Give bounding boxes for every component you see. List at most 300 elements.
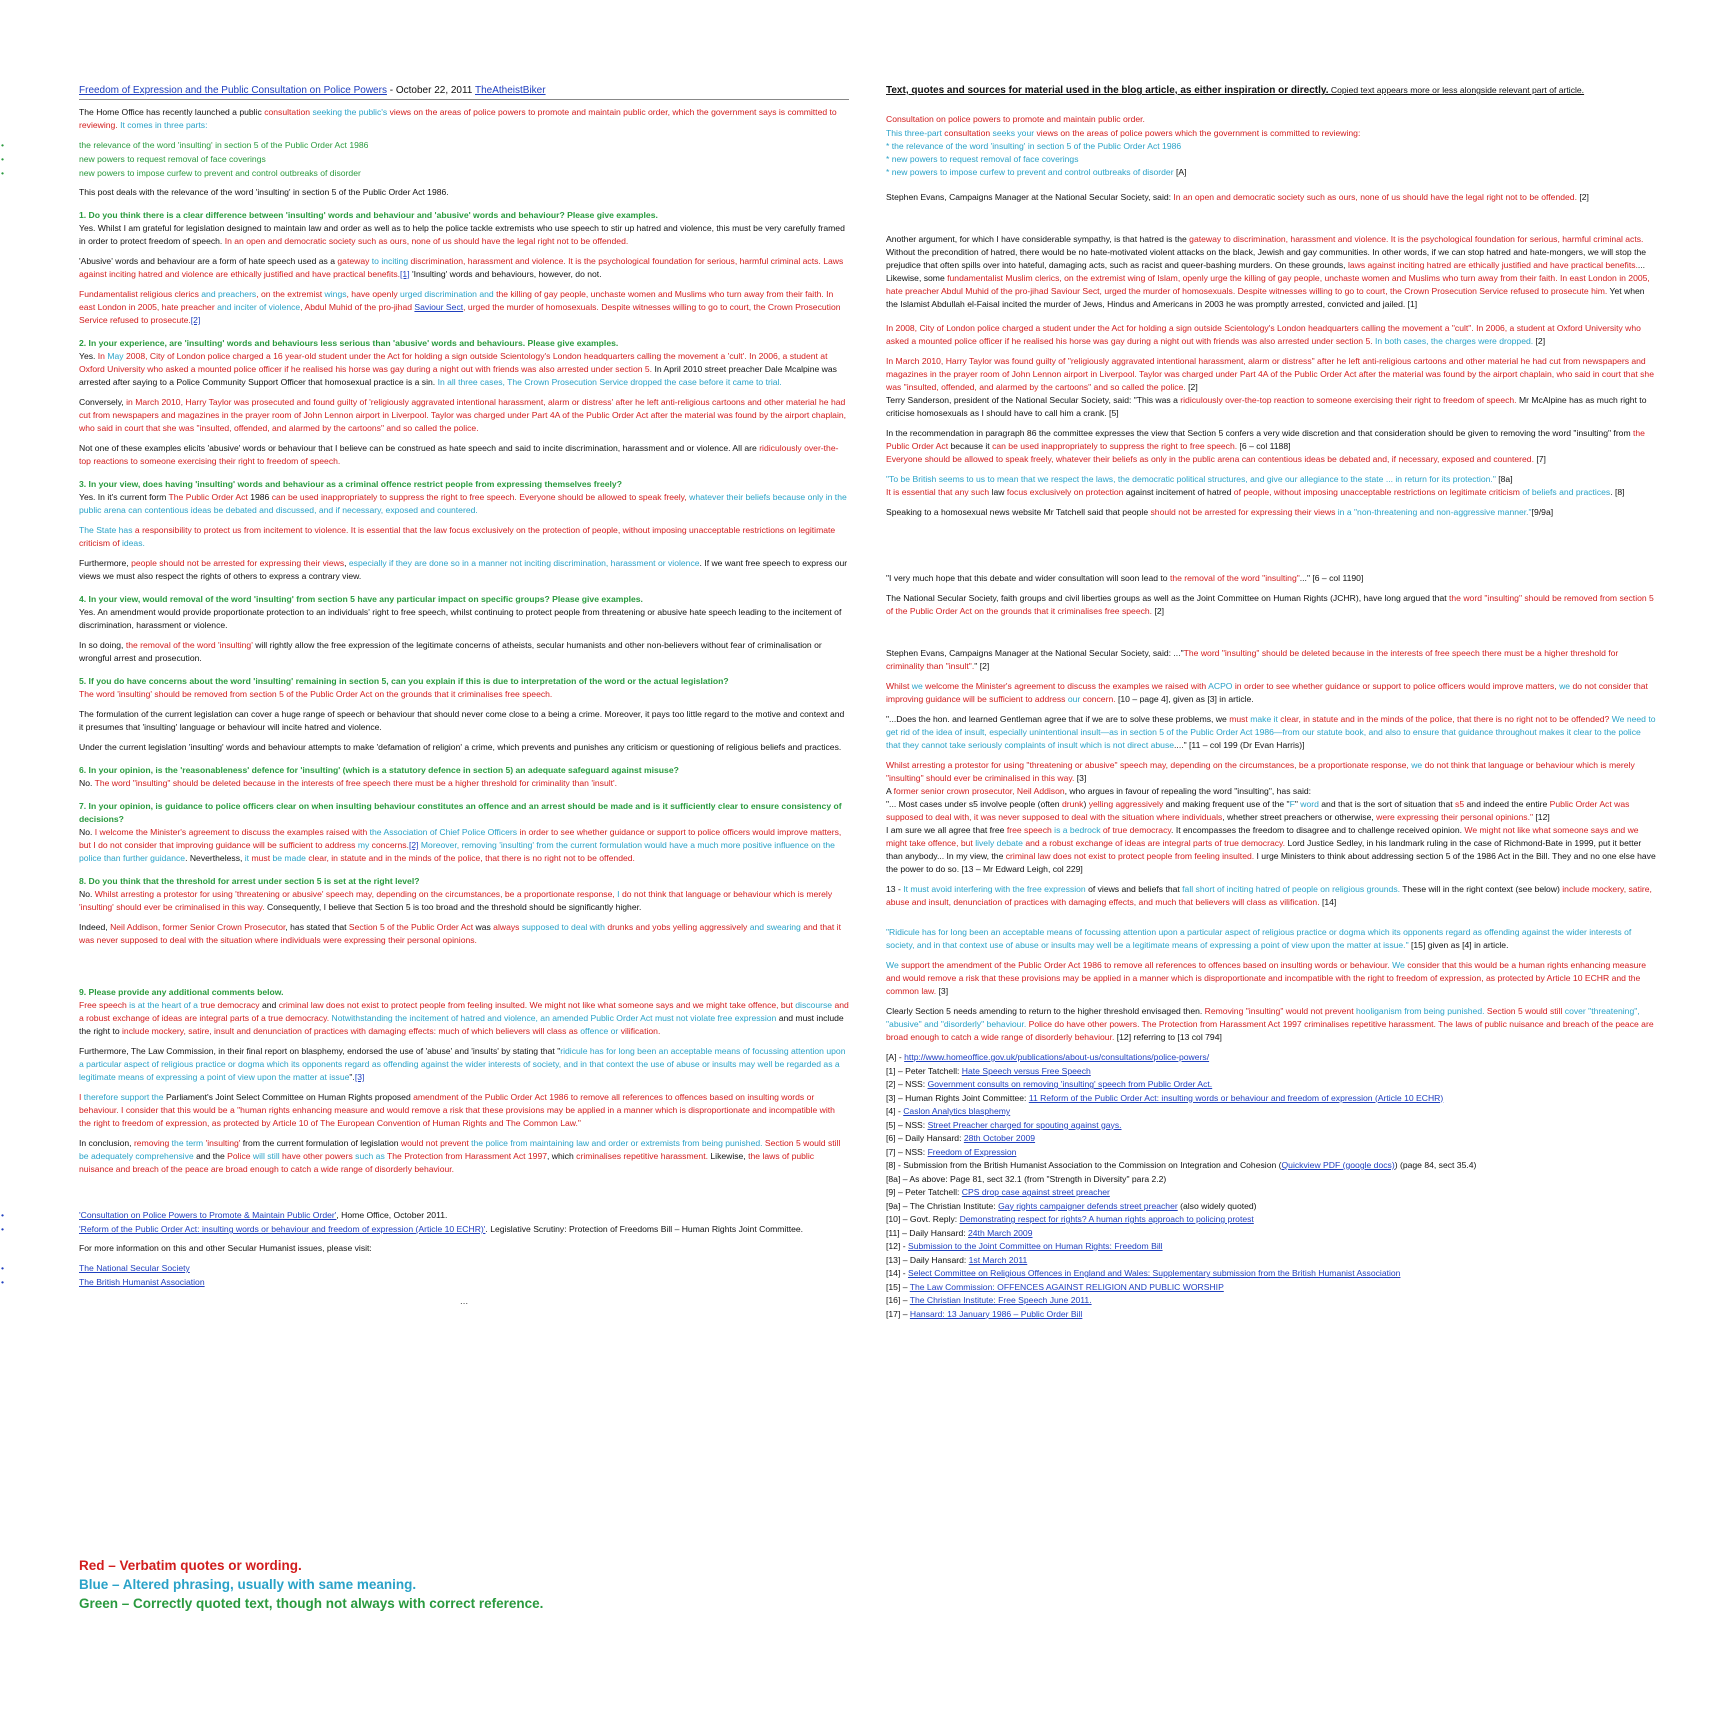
text-run: ridiculously over-the-top reaction to someone exercising their right to freedom of speech. [1180, 395, 1519, 405]
quote-r2-item-2: * new powers to request removal of face coverings [886, 154, 1079, 164]
text-run: Police do have other powers. The Protection from Harassment Act 1997 criminalises repetitive harassment. The laws of public nuisance and breach of the peace are broad enough to catch a wide range of disorderly behaviour. [886, 1019, 1654, 1042]
text-run: We [1392, 960, 1408, 970]
text-run: " [2] [974, 661, 990, 671]
legend-green: Green – Correctly quoted text, though not always with correct reference. [79, 1596, 544, 1611]
text-run: Whilst arresting a protestor for using 'threatening or abusive' speech may, depending on the circumstances, be a proportionate response, [94, 889, 618, 899]
text-run: Section 5 would still [764, 1138, 841, 1148]
reference-link[interactable]: 28th October 2009 [963, 1133, 1036, 1143]
text-run: I am sure we all agree that free [886, 825, 1007, 835]
reference-label: [2] – NSS: [886, 1079, 928, 1089]
answer-5a [79, 688, 849, 701]
text-run: Indeed, [79, 922, 111, 932]
bha-link[interactable]: The British Humanist Association [79, 1277, 205, 1287]
question-2: 2. In your experience, are 'insulting' words and behaviours less serious than 'abusive' words and behaviours. Please give examples. [79, 338, 619, 348]
answer-9c [79, 1091, 849, 1130]
text-run: , urged the murder of homosexuals. Despite witnesses willing to go to court, the Crown Prosecution Service refused to prosecute. [79, 302, 841, 325]
text-run: "Ridicule has for long been an acceptable means of focussing attention upon a particular aspect of religious practice or dogma which its opponents regard as offending against the wider interests of society, and in that context use of abuse or insults may well be a legitimate means of expressing a point of view upon the matter at issue." [886, 927, 1632, 950]
text-run: of views and beliefs that [1088, 884, 1183, 894]
text-run: 1986 [250, 492, 272, 502]
reference-label: [17] – [886, 1308, 910, 1319]
text-run: 'insulting' [205, 1138, 243, 1148]
question-3: 3. In your view, does having 'insulting' words and behaviour as a criminal offence restrict people from expressing themselves freely? [79, 479, 622, 489]
text-run: removing [133, 1138, 172, 1148]
text-run: and inciter of violence [217, 302, 301, 312]
text-run: [15] given as [4] in article. [1411, 940, 1509, 950]
footnote-link[interactable]: [2] [190, 315, 201, 325]
text-run: , which [547, 1151, 577, 1161]
text-run: therefore support the [83, 1092, 166, 1102]
text-run: It comes in three parts: [120, 120, 208, 130]
text-run: , who argues in favour of repealing the word "insulting", has said: [1064, 786, 1312, 796]
text-run: 2008, City of London police charged a 16 year-old student under the Act for holding a sign outside Scientology's London headquarters calling the movement a 'cult'. In 2006, a student at Oxford University who asked a mounted police officer if he realised his horse was gay during a night out with friends was also arrested under section 5. [79, 351, 828, 374]
text-run: and making frequent use of the " [1165, 799, 1290, 809]
reference-item [886, 1294, 1656, 1308]
answer-9b [79, 1045, 849, 1084]
text-run: . [8] [1610, 487, 1625, 497]
reference-link[interactable]: Caslon Analytics blasphemy [903, 1106, 1011, 1116]
text-run: fundamentalist Muslim clerics, on the extremist wing of Islam, openly urge the killing of gay people, unchaste women and Muslims who turn away from their faith. In east London in 2005, hate preacher Abdul Muhid of the pro-jihad Saviour Sect, urged the murder of homosexuals. Despite witnesses willing to go to court, the Crown Prosecution Service refused to prosecute him. [886, 273, 1650, 296]
reference-link[interactable]: The Law Commission: OFFENCES AGAINST RELIGION AND PUBLIC WORSHIP [909, 1281, 1224, 1292]
text-run: supposed to deal with [521, 922, 608, 932]
reference-link[interactable]: Hate Speech versus Free Speech [961, 1065, 1091, 1076]
text-run: The National Secular Society, faith groups and civil liberties groups as well as the Joint Committee on Human Rights (JCHR), have long argued that [886, 593, 1450, 603]
source-item-1 [79, 1209, 849, 1222]
text-run: word [1300, 799, 1322, 809]
question-4: 4. In your view, would removal of the word 'insulting' from section 5 have any particular impact on specific groups? Please give examples. [79, 594, 643, 604]
text-run: s5 [1455, 799, 1467, 809]
text-run: our [1067, 694, 1083, 704]
text-run: and swearing [749, 922, 804, 932]
reference-label: [A] - [886, 1052, 905, 1062]
list-item: • new powers to impose curfew to prevent and control outbreaks of disorder [79, 167, 849, 180]
reference-item [886, 1105, 1656, 1119]
text-run: must [251, 853, 273, 863]
text-run: , has stated that [285, 922, 349, 932]
question-8: 8. Do you think that the threshold for arrest under section 5 is set at the right level? [79, 876, 420, 886]
text-run: In April 2010 street preacher Dale Mcalpine was arrested after saying to a Police Community Support Officer that homosexual practice is a sin. [79, 364, 837, 387]
text-run: and must include the right to [79, 1013, 844, 1036]
reference-item [886, 1227, 1656, 1241]
text-run: can be used inappropriately to suppress the right to free speech. [992, 441, 1240, 451]
text-run: fall short of inciting hatred of people on religious grounds. [1182, 884, 1403, 894]
footnote-link[interactable]: [1] [400, 269, 410, 279]
text-run: the police from maintaining law and order or extremists from being punished. [471, 1138, 765, 1148]
text-run: consultation [944, 128, 993, 138]
text-run: Yes. In it's current form [79, 492, 169, 502]
text-run: we [1559, 681, 1573, 691]
text-run: In conclusion, [79, 1138, 134, 1148]
text-run: especially if they are done so in a manner not inciting discrimination, harassment or violence [348, 558, 700, 568]
text-run: and that is the sort of situation that [1321, 799, 1456, 809]
text-run: These will in the right context (see below) [1402, 884, 1563, 894]
footnote-link[interactable]: [3] [354, 1072, 365, 1082]
text-run: [2] [1579, 192, 1589, 202]
quote-r13 [886, 506, 1656, 519]
text-run: from the current formulation of legislation [242, 1138, 401, 1148]
text-run: May [107, 351, 126, 361]
reference-link[interactable]: Quickview PDF (google docs) [1281, 1160, 1395, 1170]
reference-label: [5] – NSS: [886, 1119, 928, 1130]
text-run: Removing "insulting" would not prevent [1204, 1006, 1356, 1016]
text-run: be made [272, 853, 309, 863]
text-run: In 2008, City of London police charged a student under the Act for holding a sign outside Scientology's London headquarters calling the movement a "cult". In 2006, a student at Oxford University who asked a mounted police officer if he realised his horse was gay during a night out with friends was also arrested under section 5. [886, 323, 1641, 346]
text-run: ..." [6 – col 1190] [1299, 573, 1364, 583]
quote-r15 [886, 592, 1656, 618]
reference-label: [11] – Daily Hansard: [886, 1227, 968, 1238]
reference-link[interactable]: CPS drop case against street preacher [961, 1187, 1110, 1197]
reference-link[interactable]: Submission to the Joint Committee on Human Rights: Freedom Bill [907, 1241, 1163, 1251]
text-run: and [261, 1000, 279, 1010]
text-run: drunks and yobs yelling aggressively [607, 922, 750, 932]
reference-label: [3] – Human Rights Joint Committee: [886, 1092, 1029, 1103]
answer-1c [79, 288, 849, 327]
source-text-2: . Legislative Scrutiny: Protection of Freedoms Bill – Human Rights Joint Committee. [485, 1224, 804, 1234]
quote-r14 [886, 572, 1656, 585]
more-info-text: For more information on this and other Secular Humanist issues, please visit: [79, 1243, 372, 1253]
text-run: [12] [1535, 812, 1550, 822]
text-run: the term [171, 1138, 206, 1148]
reference-item [886, 1267, 1656, 1281]
text-run: and preachers [201, 289, 257, 299]
quote-r2-item-3-text: * new powers to impose curfew to prevent and control outbreaks of disorder [886, 167, 1174, 177]
reference-link[interactable]: Government consults on removing 'insulting' speech from Public Order Act. [927, 1079, 1213, 1089]
text-run: criminal law does not exist to protect people from feeling insulted. [1005, 851, 1257, 861]
text-run: true democracy [200, 1000, 262, 1010]
quote-r2-ref: [A] [1173, 167, 1187, 177]
text-run: [2] [1154, 606, 1165, 616]
text-run: Yes. [79, 351, 98, 361]
text-run: have other powers [282, 1151, 356, 1161]
reference-label: [1] – Peter Tatchell: [886, 1065, 962, 1076]
text-run: discrimination, harassment and violence. It is the psychological foundation for serious, harmful criminal acts. Laws against inciting hatred and violence are ethically justified and have practical benefits. [79, 256, 844, 279]
text-run: welcome the Minister's agreement to discuss the examples we raised with [925, 681, 1209, 691]
text-run: Conversely, [79, 397, 127, 407]
text-run: in order to see whether guidance or support to police officers would improve matters, [1234, 681, 1560, 691]
source-link-2[interactable]: 'Reform of the Public Order Act: insulting words or behaviour and freedom of expression (Article 10 ECHR)' [79, 1224, 486, 1234]
footnote-link[interactable]: Saviour Sect [414, 302, 464, 312]
reference-note: (also widely quoted) [1177, 1200, 1257, 1211]
text-run: Stephen Evans, Campaigns Manager at the National Secular Society, said: [886, 192, 1174, 202]
quote-r7 [886, 355, 1656, 394]
text-run: is a bedrock [1054, 825, 1103, 835]
question-5: 5. If you do have concerns about the word 'insulting' remaining in section 5, can you explain if this is due to interpretation of the word or the actual legislation? [79, 676, 729, 686]
answer-3b [79, 524, 849, 550]
text-run: the killing of gay people, unchaste women and Muslims who turn away from their faith. In east London in 2005, hate preacher [79, 289, 834, 312]
text-run: Consequently, I believe that Section 5 is too broad and the threshold should be significantly higher. [266, 902, 642, 912]
text-run: we [1411, 760, 1425, 770]
quote-r21 [886, 798, 1656, 824]
text-run: and indeed the entire [1466, 799, 1550, 809]
quote-r9 [886, 427, 1656, 453]
text-run: [12] referring to [13 col 794] [1116, 1032, 1222, 1042]
text-run: Whilst arresting a protestor for using "threatening or abusive" speech may, depending on the circumstances, be a proportionate response, [886, 760, 1412, 770]
text-run: and that it was never supposed to deal with the situation where individuals were expressing their personal opinions. [79, 922, 841, 945]
text-run: Section 5 would still [1486, 1006, 1565, 1016]
quote-r18 [886, 713, 1656, 752]
text-run: Without the precondition of hatred, there would be no hate-motivated violent attacks on the black, Jewish and gay communities. In other words, if we can stop hatred and hate-mongers, we will stop the prejudice that often spills over into hateful, damaging acts, such as racist and queer-bashing murders. On these grounds, [886, 247, 1647, 270]
text-run: former senior crown prosecutor, Neil Addison [893, 786, 1065, 796]
reference-list [886, 1051, 1656, 1321]
reference-label: [8a] – As above: Page 81, sect 32.1 (from "Strength in Diversity" para 2.2) [886, 1173, 1167, 1184]
text-run: the removal of the word "insulting" [1169, 573, 1300, 583]
quote-r26 [886, 1005, 1656, 1044]
sources-title [886, 84, 1656, 97]
reference-link[interactable]: Freedom of Expression [927, 1146, 1017, 1157]
text-run: . If we want free speech to express our views we must also respect the rights of others to express a contrary view. [79, 558, 848, 581]
text-run: do not think that language or behaviour which is merely 'insulting' should ever be criminalised in this way. [79, 889, 833, 912]
answer-3c [79, 557, 849, 583]
text-run: Free speech [79, 1000, 130, 1010]
text-run: views on the areas of police powers which the government is committed to reviewing: [1036, 128, 1361, 138]
reference-label: [9] – Peter Tatchell: [886, 1187, 962, 1197]
quote-r3 [886, 191, 1656, 204]
text-run: In the recommendation in paragraph 86 the committee expresses the view that Section 5 confers a very wide discretion and that consideration should be given to removing the word "insulting" from [886, 428, 1634, 438]
text-run: " [1294, 799, 1301, 809]
text-run: of people, without imposing unacceptable restrictions on legitimate criticism [1233, 487, 1523, 497]
text-run: drunk [1061, 799, 1084, 809]
text-run: is at the heart of a [129, 1000, 201, 1010]
sources-list [79, 1209, 849, 1236]
text-run: Public Order Act was supposed to deal with, it was never supposed to deal with the situation where individuals [886, 799, 1630, 822]
text-run: The State has [79, 525, 135, 535]
text-run: Furthermore, [79, 558, 132, 568]
text-run: , Abdul Muhid of the pro-jihad [300, 302, 415, 312]
answer-8a [79, 888, 849, 914]
text-run: lively debate [975, 838, 1026, 848]
quote-r25 [886, 959, 1656, 998]
answer-6 [79, 777, 849, 790]
article-title-link[interactable]: Freedom of Expression and the Public Consultation on Police Powers [79, 85, 387, 96]
text-run: discourse [795, 1000, 835, 1010]
text-run: , on the extremist [256, 289, 325, 299]
consultation-parts-list [79, 139, 849, 180]
text-run: hooliganism from being punished. [1355, 1006, 1487, 1016]
link-item-bha [79, 1276, 849, 1289]
reference-item [886, 1159, 1656, 1173]
reference-label: [14] - [886, 1268, 908, 1278]
blog-article-column [79, 84, 849, 1322]
text-run: The Home Office has recently launched a public [79, 107, 265, 117]
reference-link[interactable]: Select Committee on Religious Offences in England and Wales: Supplementary submission from the British Humanist Association [907, 1268, 1401, 1278]
quote-r2-item-1: * the relevance of the word 'insulting' in section 5 of the Public Order Act 1986 [886, 141, 1182, 151]
reference-item [886, 1186, 1656, 1200]
text-run: laws against inciting hatred are ethically justified and have practical benefits. [1347, 260, 1638, 270]
answer-2c [79, 442, 849, 468]
reference-label: [16] – [886, 1295, 910, 1305]
text-run: concerns. [371, 840, 409, 850]
reference-link[interactable]: Street Preacher charged for spouting against gays. [927, 1119, 1122, 1130]
ellipsis-divider: … [459, 1296, 469, 1306]
text-run: No. [79, 778, 95, 788]
answer-8b [79, 921, 849, 947]
reference-link[interactable]: 24th March 2009 [968, 1227, 1033, 1238]
text-run: Furthermore, The Law Commission, in their final report on blasphemy, endorsed the use of 'abuse' and 'insults' by stating that " [79, 1046, 561, 1056]
text-run: was [475, 922, 494, 932]
text-run: 'Abusive' words and behaviour are a form of hate speech used as a [79, 256, 338, 266]
text-run: of true democracy [1102, 825, 1172, 835]
text-run: ) [1083, 799, 1089, 809]
reference-link[interactable]: Demonstrating respect for rights? A human rights approach to policing protest [959, 1214, 1254, 1224]
text-run: Parliament's Joint Select Committee on Human Rights proposed [165, 1092, 414, 1102]
quote-r2 [886, 127, 1656, 179]
reference-item [886, 1132, 1656, 1146]
text-run: F [1289, 799, 1295, 809]
answer-9a [79, 999, 849, 1038]
text-run: gateway to discrimination, harassment and violence. It is the psychological foundation for serious, harmful criminal acts. [1189, 234, 1644, 244]
quote-r24 [886, 926, 1656, 952]
article-title [79, 84, 849, 100]
answer-5c [79, 741, 849, 754]
reference-item [886, 1254, 1656, 1268]
reference-item [886, 1200, 1656, 1214]
text-run: [3] [1076, 773, 1087, 783]
text-run: would not prevent [400, 1138, 472, 1148]
text-run: [14] [1321, 897, 1337, 907]
reference-item [886, 1078, 1656, 1092]
answer-7 [79, 826, 849, 865]
text-run: Everyone should be allowed to speak freely, whatever their beliefs as only in the public arena can contentious ideas be debated and, if necessary, exposed and countered. [886, 454, 1537, 464]
text-run: and the [196, 1151, 228, 1161]
text-run: In all three cases, The Crown Prosecution Service dropped the case before it came to trial. [437, 377, 782, 387]
source-link-1[interactable]: 'Consultation on Police Powers to Promote & Maintain Public Order' [79, 1210, 337, 1220]
text-run: The word "insulting" should be deleted because in the interests of free speech there must be a higher threshold for criminality than 'insult'. [94, 778, 618, 788]
question-6: 6. In your opinion, is the 'reasonableness' defence for 'insulting' (which is a statutory defence in section 5) an adequate safeguard against misuse? [79, 765, 679, 775]
text-run: do not think that language or behaviour which is merely "insulting" should ever be criminalised in this way. [886, 760, 1635, 783]
reference-link[interactable]: Gay rights campaigner defends street preacher [998, 1200, 1178, 1211]
list-item: • new powers to request removal of face coverings [79, 153, 849, 166]
answer-2b [79, 396, 849, 435]
list-item: • the relevance of the word 'insulting' in section 5 of the Public Order Act 1986 [79, 139, 849, 152]
text-run: should not be arrested for expressing their views [1150, 507, 1338, 517]
reference-item [886, 1146, 1656, 1160]
text-run: we [911, 681, 926, 691]
text-run: Section 5 of the Public Order Act [348, 922, 476, 932]
quote-r6 [886, 322, 1656, 348]
reference-item [886, 1092, 1656, 1106]
text-run: views on the areas of police powers to promote and maintain public order, which the government says is committed to reviewing. [79, 107, 837, 130]
text-run: in order to see whether guidance or support to police officers would improve matters, but I do not consider that improving guidance will be sufficient to address [79, 827, 842, 850]
text-run: consultation [264, 107, 313, 117]
text-run: yelling aggressively [1088, 799, 1166, 809]
text-run: against incitement of hatred [1125, 487, 1234, 497]
text-run: whatever their beliefs because only in the public arena can contentious ideas be debated and discussed, and if necessary, exposed and countered. [79, 492, 847, 515]
text-run: ridiculously over-the-top reactions to someone exercising their right to freedom of speech. [79, 443, 839, 466]
text-run: include mockery, satire, abuse and insult, denunciation of practices with damaging effects, and much that believers will class as vilification. [886, 884, 1652, 907]
text-run: and a robust exchange of ideas are integral parts of true democracy. [1025, 838, 1288, 848]
text-run: , [344, 558, 349, 568]
text-run: concern. [1082, 694, 1119, 704]
quote-r23 [886, 883, 1656, 909]
reference-link[interactable]: The Christian Institute: Free Speech June 2011. [909, 1295, 1092, 1305]
text-run: Stephen Evans, Campaigns Manager at the National Secular Society, said: ..." [886, 648, 1184, 658]
text-run: the removal of the word 'insulting' [125, 640, 256, 650]
text-run: We [886, 960, 902, 970]
text-run: include mockery, satire, insult and denunciation of practices with damaging effects: much of which believers will class as [122, 1026, 581, 1036]
reference-label: [12] - [886, 1241, 908, 1251]
reference-item [886, 1173, 1656, 1187]
answer-1a [79, 222, 849, 248]
link-item-nss [79, 1262, 849, 1275]
reference-item [886, 1281, 1656, 1295]
quote-r5 [886, 272, 1656, 311]
text-run: Speaking to a homosexual news website Mr Tatchell said that people [886, 507, 1151, 517]
answer-4a [79, 606, 849, 632]
text-run: The formulation of the current legislation can cover a huge range of speech or behaviour that should never come close to a being a crime. Moreover, it pays too little regard to the motive and context and it presumes that 'insulting' language or behaviour will incite hatred and violence. [79, 709, 845, 732]
quote-r12 [886, 486, 1656, 499]
text-run: "To be British seems to us to mean that we respect the laws, the democratic political structures, and give our allegiance to the state ... in return for its protection." [886, 474, 1499, 484]
answer-9d [79, 1137, 849, 1176]
text-run: Likewise, [710, 1151, 749, 1161]
color-legend [79, 1556, 543, 1613]
text-run: "... Most cases under s5 involve people (often [886, 799, 1062, 809]
text-run: . Nevertheless, [185, 853, 245, 863]
quote-r11 [886, 473, 1656, 486]
nss-link[interactable]: The National Secular Society [79, 1263, 190, 1273]
text-run: Under the current legislation 'insulting' words and behaviour attempts to make 'defamation of religion' a crime, which prevents and punishes any criticism or questioning of religious beliefs and practices. [79, 742, 842, 752]
answer-1b [79, 255, 849, 281]
sources-column [886, 84, 1656, 1321]
text-run: ". [349, 1072, 355, 1082]
text-run: free speech [1006, 825, 1055, 835]
text-run: can be used inappropriately to suppress the right to free speech. Everyone should be allowed to speak freely, [271, 492, 690, 502]
text-run: Neil Addison, former Senior Crown Prosecutor [110, 922, 286, 932]
text-run: it [244, 853, 252, 863]
text-run: of beliefs and practices [1522, 487, 1611, 497]
answer-2a [79, 350, 849, 389]
text-run: support the amendment of the Public Order Act 1986 to remove all references to offences based on insulting words or behaviour. [901, 960, 1393, 970]
reference-link[interactable]: Hansard: 13 January 1986 – Public Order Bill [909, 1308, 1083, 1319]
text-run: The word "insulting" should be deleted because in the interests of free speech there must be a higher threshold for criminality than "insult". [886, 648, 1619, 671]
reference-link[interactable]: 1st March 2011 [968, 1254, 1028, 1265]
text-run: urged discrimination and [400, 289, 497, 299]
text-run: offence or [580, 1026, 621, 1036]
text-run: Likewise, some [886, 273, 948, 283]
reference-label: [6] – Daily Hansard: [886, 1133, 964, 1143]
text-run: ridicule has for long been an acceptable means of focussing attention upon a particular aspect of religious practice or dogma which its opponents regard as offending against the wider interests of society, and in that context the use of abuse or insults may well be regarded as a legitimate means of expressing a point of view upon the matter at issue [79, 1046, 846, 1082]
footnote-link[interactable]: [2] [408, 840, 419, 850]
text-run: wings [324, 289, 347, 299]
reference-item [886, 1213, 1656, 1227]
reference-item [886, 1240, 1656, 1254]
text-run: seeking the public's [312, 107, 390, 117]
text-run: Lord Justice Sedley, in his landmark ruling in the case of Richmond-Bate in 1999, put it better than anybody... In my view, the [886, 838, 1642, 861]
reference-link[interactable]: 11 Reform of the Public Order Act: insulting words or behaviour and freedom of expression (Article 10 ECHR) [1028, 1092, 1444, 1103]
quote-r16 [886, 647, 1656, 673]
text-run: cover "threatening", "abusive" and "disorderly" behaviour. [886, 1006, 1640, 1029]
author-link[interactable]: TheAtheistBiker [474, 85, 546, 96]
text-run: Clearly Section 5 needs amending to return to the higher threshold envisaged then. [886, 1006, 1205, 1016]
quote-r1 [886, 113, 1656, 126]
text-run: Whilst [886, 681, 912, 691]
quote-r19 [886, 759, 1656, 785]
text-run: vilification. [620, 1026, 661, 1036]
reference-label: [9a] – The Christian Institute: [886, 1200, 999, 1211]
text-run: ... [1637, 260, 1646, 270]
reference-link[interactable]: http://www.homeoffice.gov.uk/publications/about-us/consultations/police-powers/ [904, 1052, 1210, 1062]
text-run: law [991, 487, 1007, 497]
text-run: Another argument, for which I have considerable sympathy, is that hatred is the [886, 234, 1190, 244]
text-run: "I very much hope that this debate and wider consultation will soon lead to [886, 573, 1170, 583]
text-run: No. [79, 889, 95, 899]
quote-r20 [886, 785, 1656, 798]
text-run: Yes. Whilst I am grateful for legislation designed to maintain law and order as well as to help the police tackle extremists who use speech to stir up hatred and violence, this must be very carefully framed in order to protect freedom of speech. [79, 223, 845, 246]
reference-label: [10] – Govt. Reply: [886, 1214, 960, 1224]
text-run: Moreover, removing 'insulting' from the current formulation would have a much more positive influence on the police than further guidance [79, 840, 835, 863]
text-run: and a robust exchange of ideas are integral parts of a true democracy. [79, 1000, 849, 1023]
sources-title-text: Text, quotes and sources for material used in the blog article, as either inspiration or directly. [886, 85, 1329, 96]
quote-r2-intro [886, 127, 1656, 140]
text-run: [7] [1536, 454, 1546, 464]
